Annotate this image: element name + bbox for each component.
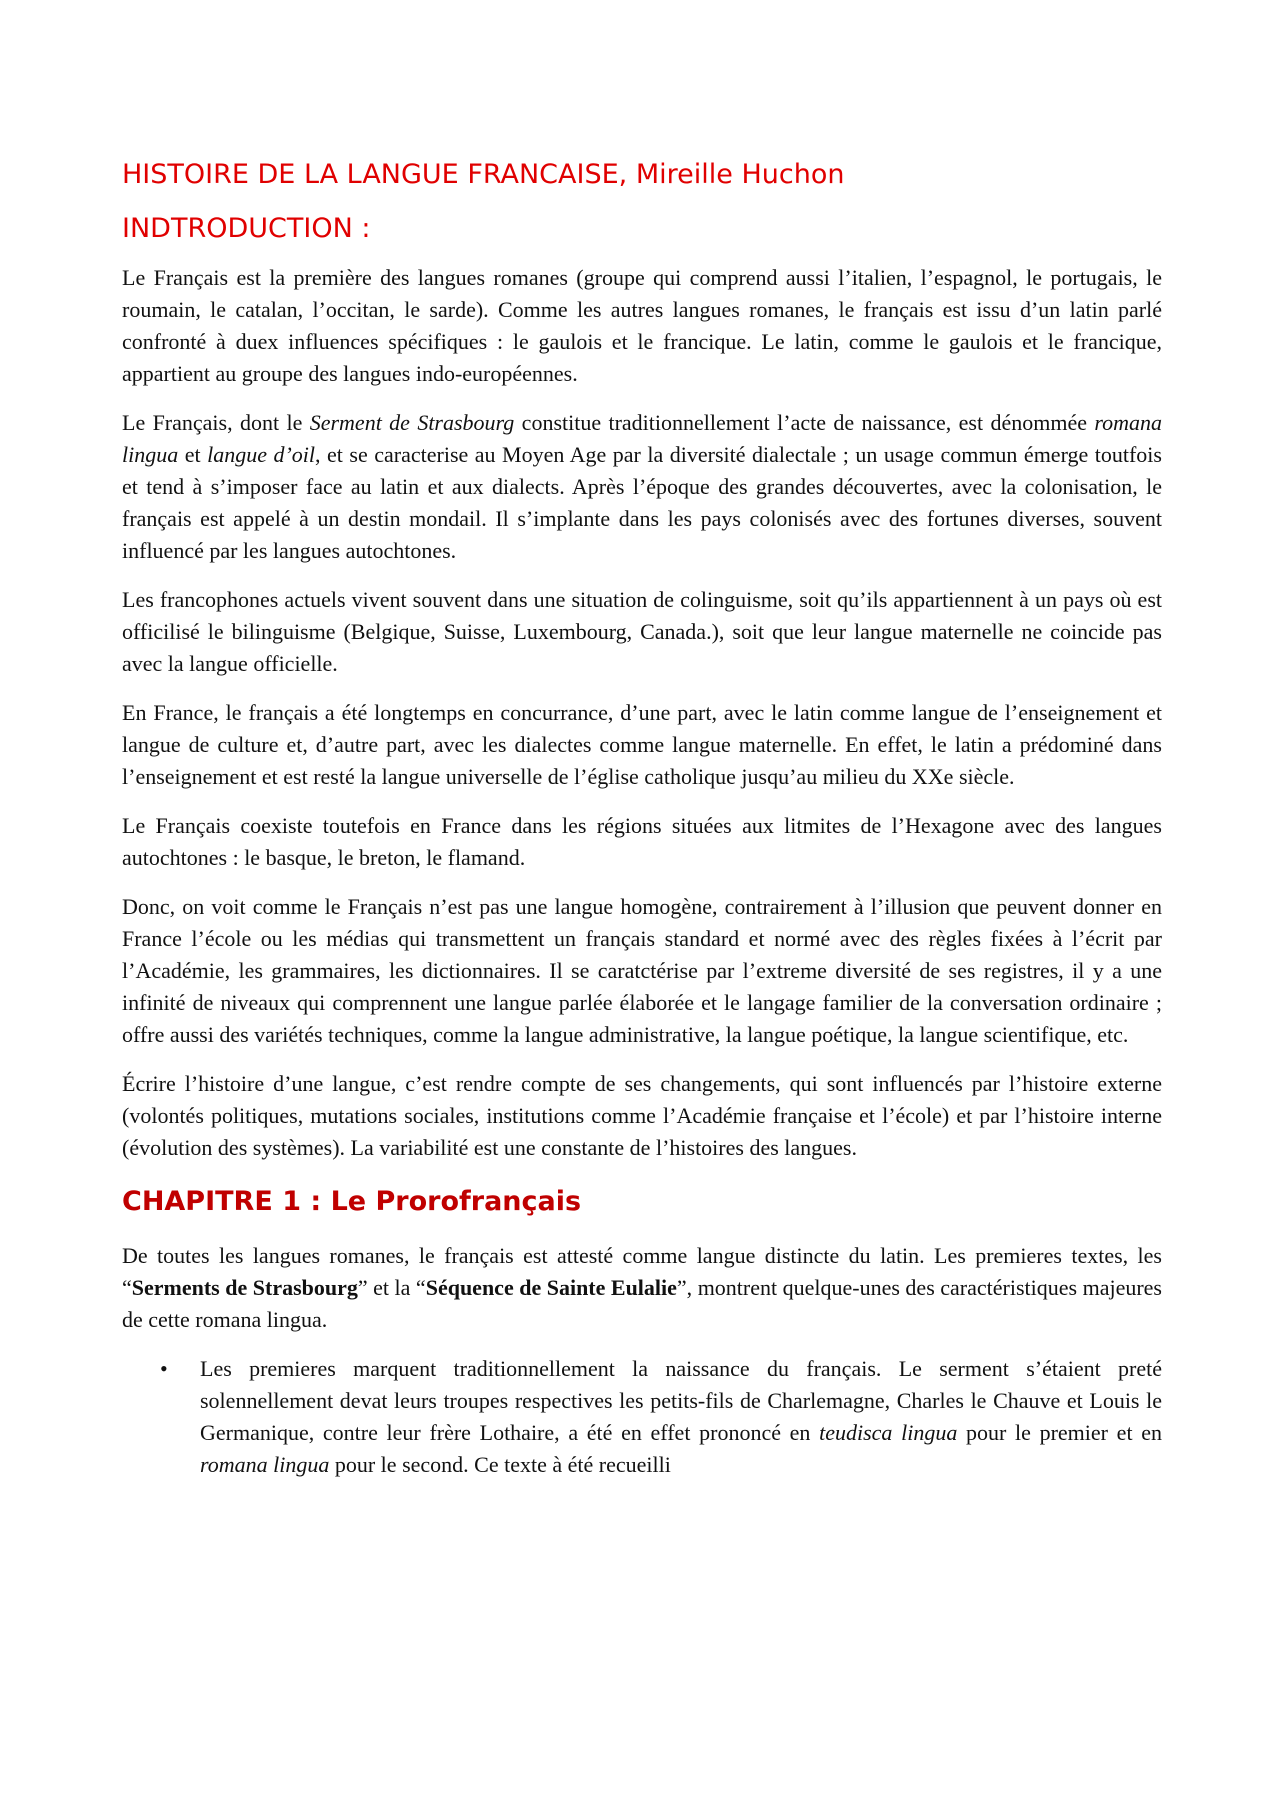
bullet-list [122,1353,1162,1481]
text-run: Les premieres marquent traditionnellement la naissance du français. Le serment s’étaient preté solennellement devat leurs troupes respectives les petits-fils de Charlemagne, Charles le Chauve et Louis le Germanique, contre leur frère Lothaire, a été en effet prononcé en [200,1355,1162,1445]
bullet-marker: • [160,1355,168,1381]
text-run: pour le second. Ce texte à été recueilli [329,1451,671,1477]
text-run: , et se caracterise au Moyen Age par la diversité dialectale ; un usage commun émerge toutfois et tend à s’imposer face au latin et aux dialects. Après l’époque des grandes découvertes, avec la colonisation, le français est appelé à un destin mondail. Il s’implante dans les pays colonisés avec des fortunes diverses, souvent influencé par les langues autochtones. [122,441,1162,563]
text-run: constitue traditionnellement l’acte de naissance, est dénommée [514,409,1095,435]
intro-paragraph-1: Le Français est la première des langues romanes (groupe qui comprend aussi l’italien, l’espagnol, le portugais, le roumain, le catalan, l’occitan, le sarde). Comme les autres langues romanes, le français est issu d’un latin parlé confronté à duex influences spécifiques : le gaulois et le francique. Le latin, comme le gaulois et le francique, appartient au groupe des langues indo-européennes. [122,264,1162,386]
text-run: De toutes les langues romanes, le français est attesté comme langue distincte du latin. Les premieres textes, les “ [122,1242,1162,1300]
italic-term-romana-lingua: romana lingua [200,1451,330,1477]
list-item [160,1353,1162,1481]
text-run: Le Français, dont le [122,409,310,435]
intro-paragraph-7: Écrire l’histoire d’une langue, c’est rendre compte de ses changements, qui sont influencés par l’histoire externe (volontés politiques, mutations sociales, institutions comme l’Académie française et l’école) et par l’histoire interne (évolution des systèmes). La variabilité est une constante de l’histoires des langues. [122,1070,1162,1160]
bold-term-serments: Serments de Strasbourg [131,1274,358,1300]
italic-term-langue-doil: langue d’oil [207,441,316,467]
document-title: HISTOIRE DE LA LANGUE FRANCAISE, Mireille Huchon [122,159,845,190]
chapter-1-paragraph [122,1240,1162,1336]
document-content [122,158,1162,1481]
bold-term-sequence: Séquence de Sainte Eulalie [425,1274,677,1300]
text-run: ”, montrent quelque-unes des caractéristiques majeures de cette romana lingua. [122,1274,1162,1332]
chapter-1-heading: CHAPITRE 1 : Le Prorofrançais [122,1185,582,1217]
text-run: ” et la “ [357,1274,426,1300]
intro-paragraph-2 [122,407,1162,567]
italic-term-teudisca-lingua: teudisca lingua [819,1419,958,1445]
introduction-heading: INDTRODUCTION : [122,212,371,244]
text-run: pour le premier et en [957,1419,1162,1445]
intro-paragraph-6: Donc, on voit comme le Français n’est pas une langue homogène, contrairement à l’illusion que peuvent donner en France l’école ou les médias qui transmettent un français standard et normé avec des règles fixées à l’écrit par l’Académie, les grammaires, les dictionnaires. Il se caratctérise par l’extreme diversité de ses registres, il y a une infinité de niveaux qui comprennent une langue parlée élaborée et le langage familier de la conversation ordinaire ; offre aussi des variétés techniques, comme la langue administrative, la langue poétique, la langue scientifique, etc. [122,893,1162,1047]
intro-paragraph-5: Le Français coexiste toutefois en France dans les régions situées aux litmites de l’Hexagone avec des langues autochtones : le basque, le breton, le flamand. [122,812,1162,870]
intro-paragraph-4: En France, le français a été longtemps en concurrance, d’une part, avec le latin comme langue de l’enseignement et langue de culture et, d’autre part, avec les dialectes comme langue maternelle. En effet, le latin a prédominé dans l’enseignement et est resté la langue universelle de l’église catholique jusqu’au milieu du XXe siècle. [122,699,1162,789]
italic-term-serment: Serment de Strasbourg [309,409,515,435]
italic-term-romana-lingua: romana lingua [122,409,1162,467]
text-run: et [178,441,208,467]
intro-paragraph-3: Les francophones actuels vivent souvent dans une situation de colinguisme, soit qu’ils appartiennent à un pays où est officilisé le bilinguisme (Belgique, Suisse, Luxembourg, Canada.), soit que leur langue maternelle ne coincide pas avec la langue officielle. [122,586,1162,676]
